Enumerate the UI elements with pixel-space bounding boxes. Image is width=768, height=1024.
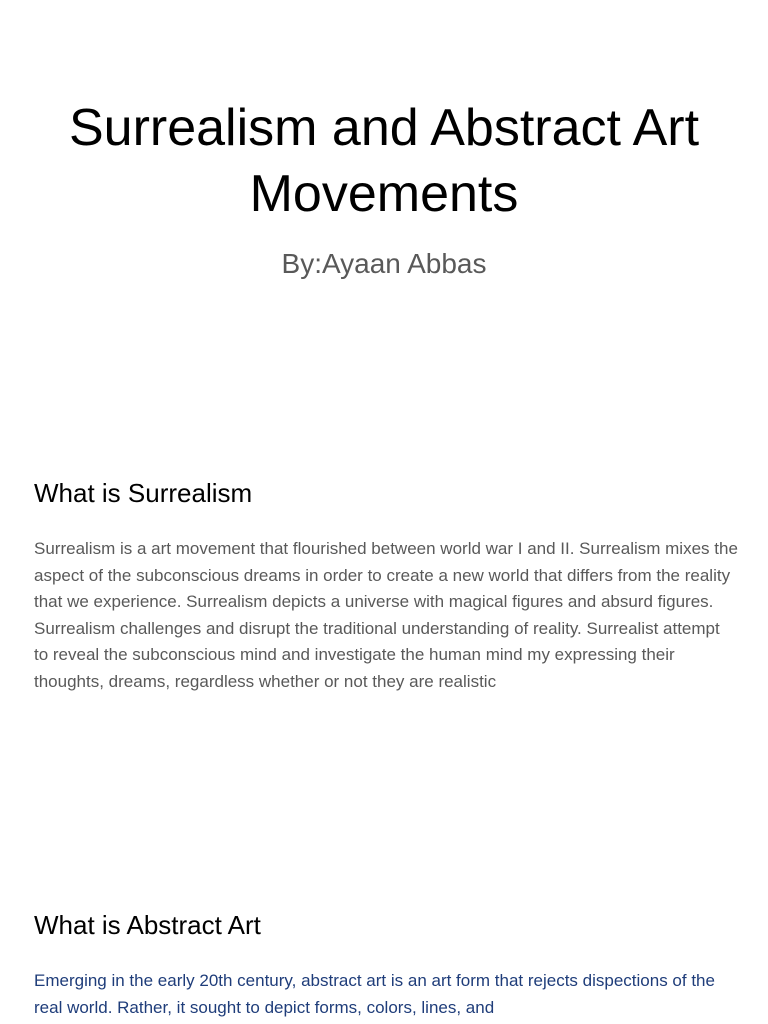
surrealism-heading: What is Surrealism: [34, 478, 253, 508]
abstract-art-body: Emerging in the early 20th century, abstract art is an art form that rejects dispections of the real world. Rather, it sought to depict forms, colors, lines, and: [34, 971, 715, 1017]
surrealism-slide: [0, 432, 768, 865]
abstract-art-heading: What is Abstract Art: [34, 910, 261, 940]
presentation-title: Surrealism and Abstract Art Movements: [68, 99, 700, 223]
surrealism-body: Surrealism is a art movement that flourished between world war I and II. Surrealism mixes the aspect of the subconscious dreams in order to create a new world that differs from the reality that we experience. Surrealism depicts a universe with magical figures and absurd figures. Surrealism challenges and disrupt the traditional understanding of reality. Surrealist attempt to reveal the subconscious mind and investigate the human mind my expressing their thoughts, dreams, regardless whether or not they are realistic: [34, 539, 738, 691]
title-slide: [0, 0, 768, 433]
abstract-art-slide: [0, 864, 768, 1024]
author-subtitle: By:Ayaan Abbas: [281, 248, 487, 279]
